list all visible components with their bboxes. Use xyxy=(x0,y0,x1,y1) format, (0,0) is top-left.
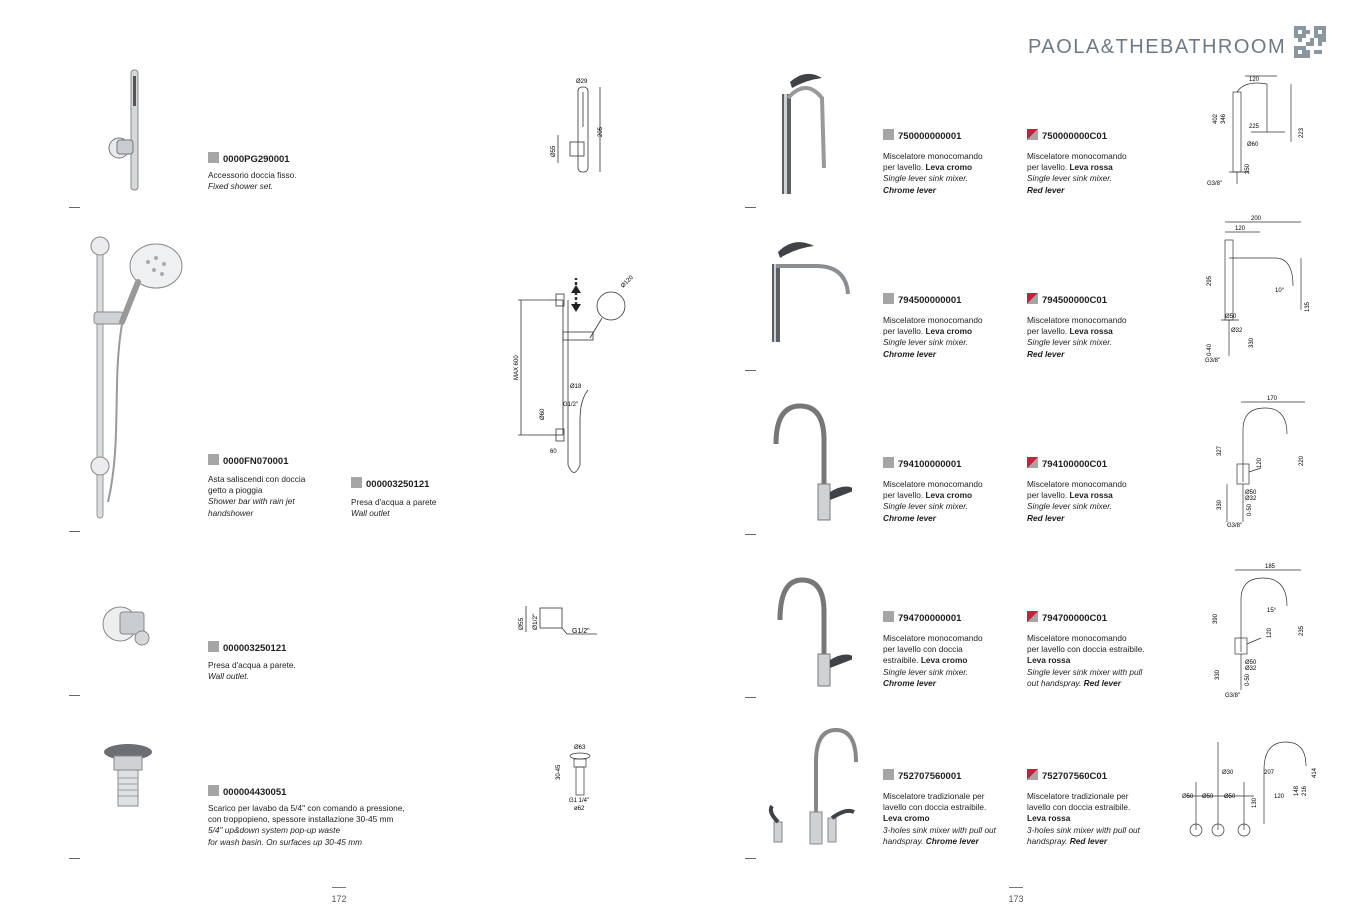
product-description: Miscelatore monocomando per lavello. Leva rossa Single lever sink mixer. Red lever xyxy=(1027,479,1127,523)
product-row-750 xyxy=(883,129,1031,196)
svg-text:Ø50: Ø50 xyxy=(1225,314,1237,320)
svg-text:120: 120 xyxy=(1235,226,1246,232)
product-code: 752707560001 xyxy=(883,769,1013,782)
product-code: 794500000001 xyxy=(883,293,1031,306)
finish-swatch xyxy=(1027,457,1038,468)
product-row-7527-red xyxy=(1027,769,1157,847)
technical-drawing-7947 xyxy=(1205,560,1320,700)
svg-text:225: 225 xyxy=(1249,124,1260,130)
shower-bar-photo xyxy=(82,232,192,522)
svg-text:223: 223 xyxy=(1299,127,1305,138)
fixed-shower-set-photo xyxy=(104,66,154,192)
svg-text:402: 402 xyxy=(1213,113,1219,124)
svg-text:Ø29: Ø29 xyxy=(576,79,588,85)
finish-swatch xyxy=(883,129,894,140)
page-number-rule xyxy=(1009,887,1023,888)
qr-code-icon[interactable] xyxy=(1294,26,1326,58)
separator xyxy=(69,207,80,208)
page-number-left: 172 xyxy=(331,894,347,904)
product-code: 794700000C01 xyxy=(1027,611,1187,624)
svg-text:0-50: 0-50 xyxy=(1247,503,1253,516)
svg-text:Ø60: Ø60 xyxy=(540,408,546,420)
svg-text:207: 207 xyxy=(1264,770,1275,776)
product-description: Miscelatore monocomando per lavello. Leva cromo Single lever sink mixer. Chrome lever xyxy=(883,315,983,359)
product-description: Scarico per lavabo da 5/4" con comando a pressione, con troppopieno, spessore installazione 30-45 mm 5/4" up&down system pop-up waste for wash basin. On surfaces up 30-45 mm xyxy=(208,803,405,847)
svg-text:200: 200 xyxy=(1251,216,1262,222)
separator xyxy=(745,858,756,859)
separator xyxy=(69,531,80,532)
finish-swatch xyxy=(1027,769,1038,780)
product-description: Miscelatore tradizionale per lavello con doccia estraibile. Leva cromo 3-holes sink mixer with pull out handspray. Chrome lever xyxy=(883,791,996,846)
faucet-7945-photo xyxy=(766,236,852,344)
svg-text:G3/8": G3/8" xyxy=(1205,358,1221,364)
product-code: 000003250121 xyxy=(208,641,286,654)
page-number-rule xyxy=(332,887,346,888)
svg-text:Ø55: Ø55 xyxy=(551,145,557,157)
svg-text:G3/8": G3/8" xyxy=(1225,693,1241,699)
svg-text:Ø30: Ø30 xyxy=(1222,770,1234,776)
product-code: 794100000C01 xyxy=(1027,457,1175,470)
faucet-7947-photo xyxy=(766,572,852,690)
finish-swatch xyxy=(883,293,894,304)
svg-text:120: 120 xyxy=(1274,794,1285,800)
finish-swatch xyxy=(883,611,894,622)
finish-swatch xyxy=(883,457,894,468)
popup-waste-photo xyxy=(100,740,156,812)
finish-swatch xyxy=(1027,293,1038,304)
svg-text:Ø50: Ø50 xyxy=(1202,794,1214,800)
separator xyxy=(69,858,80,859)
product-code: 000004430051 xyxy=(208,785,286,798)
product-description: Presa d'acqua a parete. Wall outlet. xyxy=(208,660,296,682)
svg-text:30-45: 30-45 xyxy=(556,764,562,780)
technical-drawing-750 xyxy=(1205,72,1320,190)
svg-text:414: 414 xyxy=(1312,767,1318,778)
product-description: Miscelatore monocomando per lavello con doccia estraibile. Leva cromo Single lever sink mixer. Chrome lever xyxy=(883,633,983,688)
svg-text:G3/8": G3/8" xyxy=(1207,181,1223,187)
product-description: Miscelatore tradizionale per lavello con doccia estraibile. Leva rossa 3-holes sink mixer with pull out handspray. Red lever xyxy=(1027,791,1140,846)
svg-text:15°: 15° xyxy=(1267,608,1277,614)
svg-text:120: 120 xyxy=(1249,77,1260,83)
finish-swatch xyxy=(1027,129,1038,140)
product-row-7945 xyxy=(883,293,1031,360)
product-code: 000003250121 xyxy=(351,477,429,490)
svg-text:120: 120 xyxy=(1267,627,1273,638)
svg-text:Ø60: Ø60 xyxy=(1247,142,1259,148)
separator xyxy=(745,207,756,208)
fixed-shower-set-drawing xyxy=(538,77,608,182)
popup-waste-drawing xyxy=(552,742,602,814)
product-row-7941 xyxy=(883,457,1031,524)
svg-text:0-50: 0-50 xyxy=(1245,673,1251,686)
svg-text:G1 1/4": G1 1/4" xyxy=(569,798,590,804)
svg-text:148: 148 xyxy=(1294,785,1300,796)
svg-text:G1/2": G1/2" xyxy=(563,402,579,408)
product-description: Miscelatore monocomando per lavello con doccia estraibile. Leva rossa Single lever sink mixer with pull out handspray. Red lever xyxy=(1027,633,1145,688)
svg-text:G1/2": G1/2" xyxy=(572,628,590,635)
svg-text:120: 120 xyxy=(1257,457,1263,468)
svg-text:0-40: 0-40 xyxy=(1207,343,1213,356)
svg-text:205: 205 xyxy=(598,126,604,137)
separator xyxy=(69,695,80,696)
svg-text:10°: 10° xyxy=(1275,288,1285,294)
svg-text:MAX 600: MAX 600 xyxy=(514,355,520,380)
product-row-7947-red xyxy=(1027,611,1187,689)
separator xyxy=(745,370,756,371)
svg-text:60: 60 xyxy=(550,449,557,455)
svg-text:135: 135 xyxy=(1305,301,1311,312)
technical-drawing-7527 xyxy=(1182,734,1322,846)
technical-drawing-7945 xyxy=(1205,214,1320,366)
svg-text:330: 330 xyxy=(1249,337,1255,348)
svg-text:G3/8": G3/8" xyxy=(1227,523,1243,529)
separator xyxy=(745,534,756,535)
finish-swatch xyxy=(208,641,219,652)
technical-drawing-7941 xyxy=(1205,394,1320,534)
product-code: 752707560C01 xyxy=(1027,769,1157,782)
brand-title: PAOLA&THEBATHROOM xyxy=(1028,36,1287,58)
finish-swatch xyxy=(208,454,219,465)
svg-text:350: 350 xyxy=(1245,163,1251,174)
product-row-7941-red xyxy=(1027,457,1175,524)
svg-text:Ø50: Ø50 xyxy=(1224,794,1236,800)
product-code: 794100000001 xyxy=(883,457,1031,470)
product-row-7527 xyxy=(883,769,1013,847)
page-number-right: 173 xyxy=(1008,894,1024,904)
product-description: Presa d'acqua a parete Wall outlet xyxy=(351,497,437,519)
product-description: Miscelatore monocomando per lavello. Leva cromo Single lever sink mixer. Chrome lever xyxy=(883,151,983,195)
svg-text:Ø55: Ø55 xyxy=(518,617,525,630)
svg-text:ø62: ø62 xyxy=(574,806,585,812)
svg-text:Ø18: Ø18 xyxy=(570,384,582,390)
svg-text:Ø32: Ø32 xyxy=(1245,496,1257,502)
product-description: Miscelatore monocomando per lavello. Leva rossa Single lever sink mixer. Red lever xyxy=(1027,315,1127,359)
svg-text:130: 130 xyxy=(1252,797,1258,808)
svg-text:Ø50: Ø50 xyxy=(1245,490,1257,496)
svg-text:346: 346 xyxy=(1221,113,1227,124)
svg-text:330: 330 xyxy=(1215,669,1221,680)
finish-swatch xyxy=(208,152,219,163)
faucet-7941-photo xyxy=(766,400,852,525)
separator xyxy=(745,697,756,698)
svg-text:390: 390 xyxy=(1213,613,1219,624)
svg-text:295: 295 xyxy=(1207,275,1213,286)
wall-outlet-photo xyxy=(100,598,156,650)
finish-swatch xyxy=(883,769,894,780)
product-row-750-red xyxy=(1027,129,1175,196)
faucet-750-photo xyxy=(766,68,852,196)
faucet-3hole-photo xyxy=(766,722,862,848)
svg-text:Ø32: Ø32 xyxy=(1231,328,1243,334)
svg-text:327: 327 xyxy=(1217,445,1223,456)
product-code: 0000PG290001 xyxy=(208,152,290,165)
product-description: Miscelatore monocomando per lavello. Leva rossa Single lever sink mixer. Red lever xyxy=(1027,151,1127,195)
product-row-7945-red xyxy=(1027,293,1175,360)
svg-text:Ø120: Ø120 xyxy=(620,274,635,290)
svg-text:Ø32: Ø32 xyxy=(1245,666,1257,672)
svg-text:235: 235 xyxy=(1299,625,1305,636)
wall-outlet-drawing xyxy=(512,602,602,640)
svg-text:Ø50: Ø50 xyxy=(1182,794,1194,800)
svg-text:Ø63: Ø63 xyxy=(574,745,586,751)
product-row-7947 xyxy=(883,611,1031,689)
product-code: 0000FN070001 xyxy=(208,454,289,467)
product-description: Accessorio doccia fisso. Fixed shower set. xyxy=(208,170,297,192)
finish-swatch xyxy=(1027,611,1038,622)
svg-text:330: 330 xyxy=(1217,499,1223,510)
svg-text:220: 220 xyxy=(1299,455,1305,466)
product-code: 794500000C01 xyxy=(1027,293,1175,306)
svg-text:216: 216 xyxy=(1302,785,1308,796)
product-code: 750000000001 xyxy=(883,129,1031,142)
product-description: Asta saliscendi con doccia getto a pioggia Shower bar with rain jet handshower xyxy=(208,474,306,518)
product-description: Miscelatore monocomando per lavello. Leva cromo Single lever sink mixer. Chrome lever xyxy=(883,479,983,523)
product-code: 750000000C01 xyxy=(1027,129,1175,142)
svg-text:Ø1/2": Ø1/2" xyxy=(532,613,539,630)
svg-text:185: 185 xyxy=(1265,564,1276,570)
shower-bar-drawing xyxy=(508,270,643,485)
finish-swatch xyxy=(351,477,362,488)
finish-swatch xyxy=(208,785,219,796)
svg-text:Ø50: Ø50 xyxy=(1245,660,1257,666)
product-code: 794700000001 xyxy=(883,611,1031,624)
svg-text:170: 170 xyxy=(1267,396,1278,402)
